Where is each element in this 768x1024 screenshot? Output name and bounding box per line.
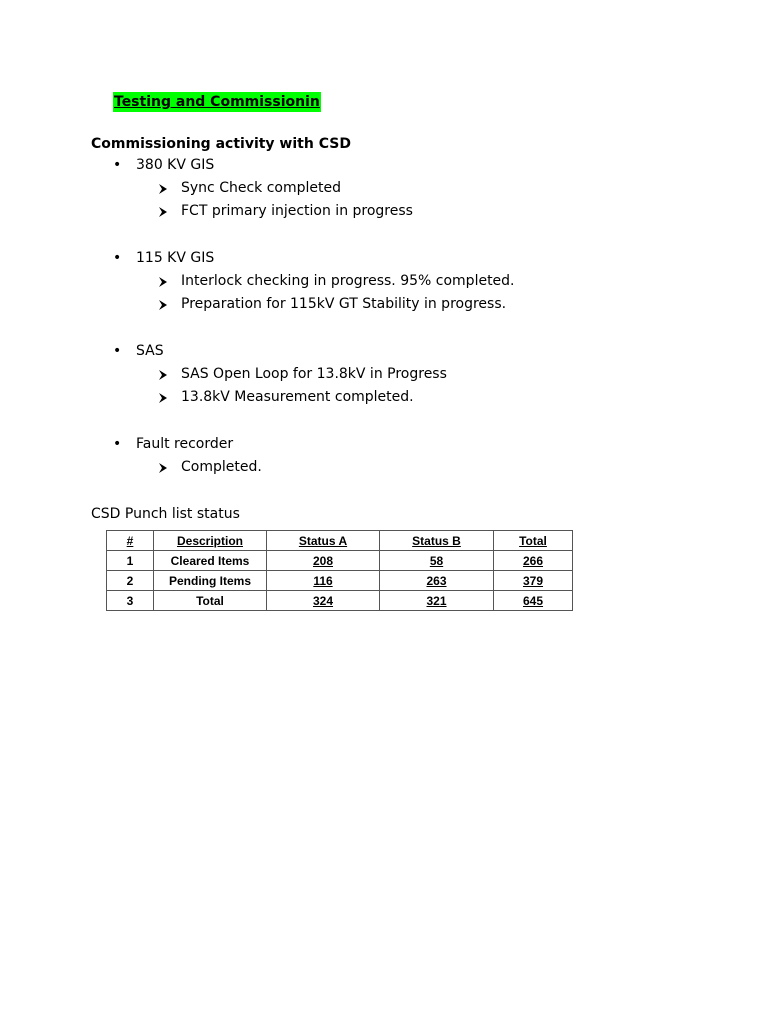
table-cell: Cleared Items — [154, 551, 267, 571]
group-label: SAS — [136, 343, 164, 359]
bullet-dot-icon: • — [113, 343, 122, 359]
arrow-bullet-icon — [158, 370, 168, 380]
table-cell: 263 — [380, 571, 494, 591]
column-header: # — [107, 531, 154, 551]
table-cell: 266 — [494, 551, 573, 571]
table-header-row — [107, 531, 573, 551]
column-header: Status B — [380, 531, 494, 551]
column-header: Status A — [267, 531, 380, 551]
bullet-dot-icon: • — [113, 436, 122, 452]
table-cell: 116 — [267, 571, 380, 591]
table-cell: 58 — [380, 551, 494, 571]
punch-list-table — [106, 530, 573, 611]
group-label: Fault recorder — [136, 436, 234, 452]
table-cell: 321 — [380, 591, 494, 611]
table-cell: 208 — [267, 551, 380, 571]
section-heading: Commissioning activity with CSD — [91, 136, 351, 152]
table-row — [107, 551, 573, 571]
sub-item-text: Interlock checking in progress. 95% completed. — [181, 273, 515, 289]
group-label: 115 KV GIS — [136, 250, 215, 266]
bullet-dot-icon: • — [113, 157, 122, 173]
table-caption: CSD Punch list status — [91, 506, 240, 522]
column-header: Total — [494, 531, 573, 551]
sub-item-text: Sync Check completed — [181, 180, 341, 196]
table-cell: 645 — [494, 591, 573, 611]
arrow-bullet-icon — [158, 207, 168, 217]
sub-item-text: FCT primary injection in progress — [181, 203, 413, 219]
page-title: Testing and Commissionin — [114, 94, 320, 110]
table-cell: 1 — [107, 551, 154, 571]
sub-item-text: SAS Open Loop for 13.8kV in Progress — [181, 366, 447, 382]
table-cell: 324 — [267, 591, 380, 611]
table-cell: Total — [154, 591, 267, 611]
arrow-bullet-icon — [158, 277, 168, 287]
table-cell: 379 — [494, 571, 573, 591]
arrow-bullet-icon — [158, 463, 168, 473]
arrow-bullet-icon — [158, 300, 168, 310]
table-row — [107, 571, 573, 591]
arrow-bullet-icon — [158, 184, 168, 194]
table-cell: Pending Items — [154, 571, 267, 591]
sub-item-text: 13.8kV Measurement completed. — [181, 389, 414, 405]
arrow-bullet-icon — [158, 393, 168, 403]
bullet-dot-icon: • — [113, 250, 122, 266]
table-cell: 2 — [107, 571, 154, 591]
sub-item-text: Completed. — [181, 459, 262, 475]
group-label: 380 KV GIS — [136, 157, 215, 173]
sub-item-text: Preparation for 115kV GT Stability in progress. — [181, 296, 507, 312]
table-row — [107, 591, 573, 611]
column-header: Description — [154, 531, 267, 551]
table-cell: 3 — [107, 591, 154, 611]
